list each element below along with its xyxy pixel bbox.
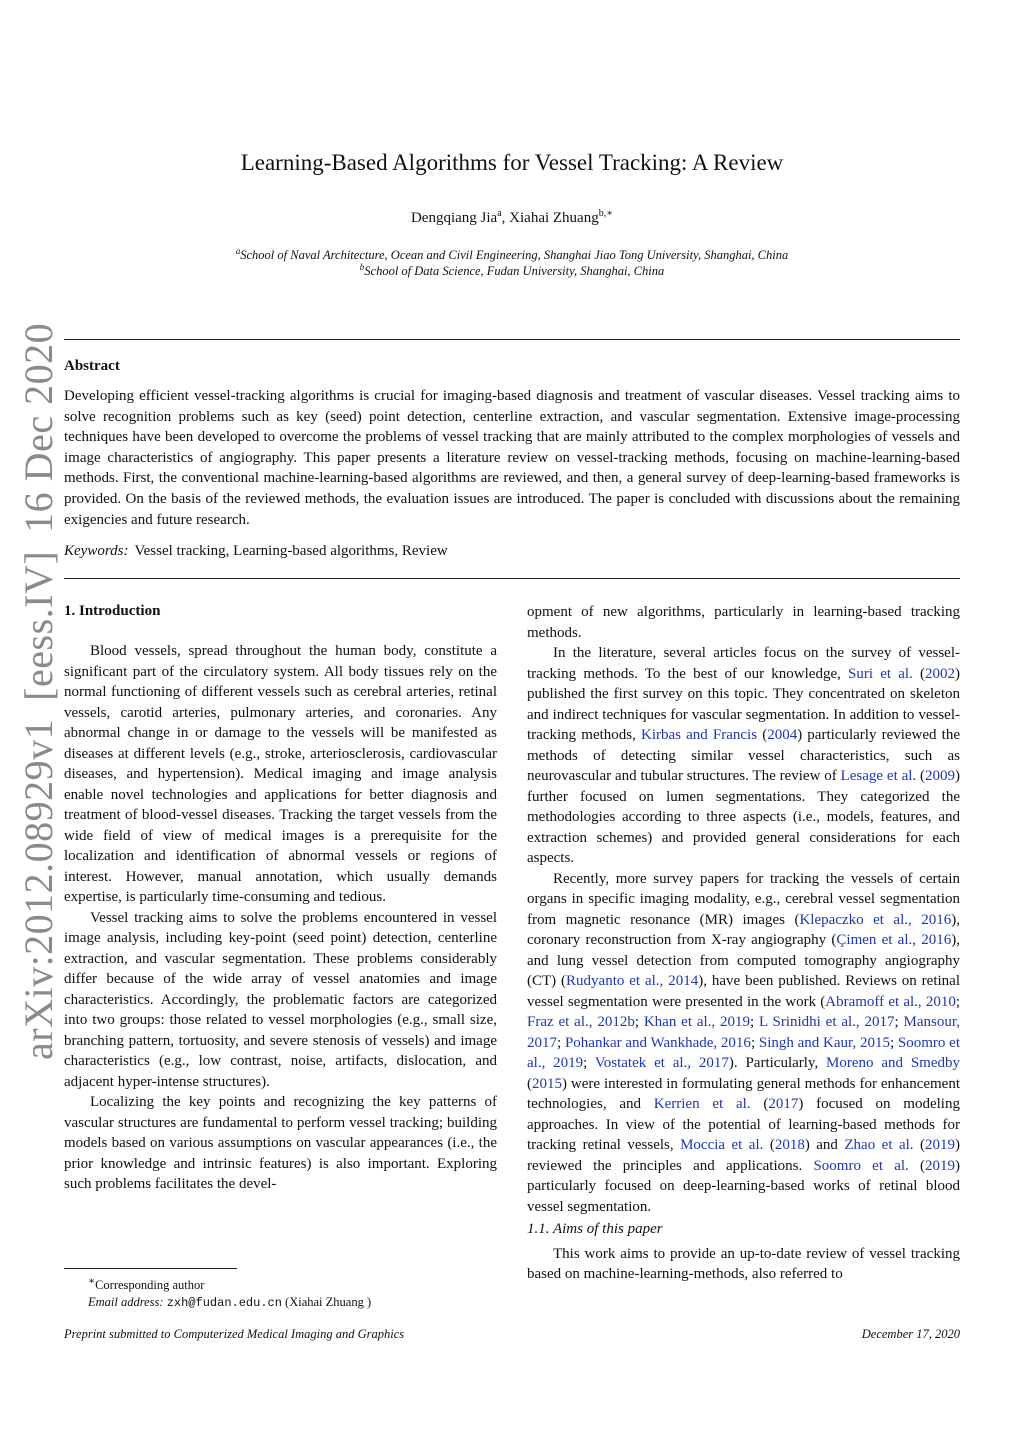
intro-paragraph-6: This work aims to provide an up-to-date review of vessel tracking based on machine-learning-methods, also referred to [527, 1245, 960, 1282]
text-span: ) focused on modeling approaches. In view of the potential of learning-based methods for tracking retinal vessels, [527, 1096, 960, 1153]
text-span: ) further focused on lumen segmentations. They categorized the methodologies according to three aspects (i.e., models, features, and extraction schemes) and provided general considerations for each aspects. [527, 768, 960, 866]
abstract-text: Developing efficient vessel-tracking algorithms is crucial for imaging-based diagnosis and treatment of vascular diseases. Vessel tracking aims to solve recognition problems such as key (seed) point detection, centerline extraction, and vascular segmentation. Extensive image-processing techniques have been developed to overcome the problems of vessel tracking that are mainly attributed to the complex morphologies of vessels and image characteristics of angiography. This paper presents a literature review on vessel-tracking methods, focusing on machine-learning-based methods. First, the conventional machine-learning-based algorithms are reviewed, and then, a general survey of deep-learning-based frameworks is provided. On the basis of the reviewed methods, the evaluation issues are introduced. The paper is concluded with discussions about the remaining exigencies and future research. [64, 388, 960, 528]
citation-link[interactable]: 2002 [925, 665, 955, 682]
text-span: ) were interested in formulating general methods for enhancement technologies, and [527, 1075, 960, 1112]
text-span: ) reviewed the principles and applications. [527, 1137, 960, 1174]
text-span: ( [908, 1157, 925, 1174]
citation-link[interactable]: Zhao et al. [844, 1137, 914, 1153]
text-span: ( [913, 1137, 925, 1153]
text-span: ( [527, 1075, 532, 1092]
citation-link[interactable]: 2018 [774, 1137, 805, 1153]
affiliation-a [0, 246, 1024, 263]
email-label: Email address: [88, 1295, 164, 1310]
intro-paragraph-4 [527, 643, 960, 869]
text-span: ) published the first survey on this topic. They concentrated on skeleton and indirect techniques for vascular segmentation. In addition to vessel-tracking methods, [527, 665, 960, 743]
affiliation-b [0, 262, 1024, 279]
intro-paragraph-5 [527, 869, 960, 1218]
citation-link[interactable]: Singh and Kaur, 2015 [758, 1034, 890, 1051]
citation-link[interactable]: 2019 [925, 1157, 955, 1174]
footnote-email-line [88, 1294, 371, 1312]
citation-link[interactable]: Soomro et al., 2019 [527, 1034, 960, 1071]
author-separator: , [501, 210, 510, 226]
text-span: ( [757, 727, 768, 743]
email-owner: (Xiahai Zhuang ) [285, 1295, 372, 1310]
text-span: ) and [804, 1137, 845, 1153]
arxiv-id: arXiv:2012.08929v1 [15, 718, 61, 1060]
citation-link[interactable]: 2015 [532, 1075, 562, 1092]
text-span: ; [894, 1014, 904, 1030]
abstract-heading: Abstract [64, 358, 120, 374]
text-span: ; [955, 993, 960, 1010]
keywords-text: Vessel tracking, Learning-based algorithms, Review [134, 543, 448, 559]
citation-link[interactable]: Suri et al. [848, 665, 913, 682]
top-rule [64, 339, 960, 340]
citation-link[interactable]: Pohankar and Wankhade, 2016 [564, 1034, 751, 1051]
citation-link[interactable]: Moccia et al. [680, 1137, 764, 1153]
citation-link[interactable]: Lesage et al. [840, 768, 917, 784]
citation-link[interactable]: 2019 [924, 1137, 955, 1153]
affiliation-a-sup: a [235, 246, 241, 256]
citation-link[interactable]: Kerrien et al. [653, 1096, 751, 1112]
footnote-mark: ∗ [88, 1276, 96, 1287]
paper-title: Learning-Based Algorithms for Vessel Tracking: A Review [240, 150, 784, 175]
author-line [0, 208, 1024, 227]
footer-date: December 17, 2020 [861, 1327, 960, 1341]
citation-link[interactable]: Rudyanto et al., 2014 [566, 973, 699, 989]
footnote-rule [64, 1268, 237, 1269]
text-span: ; [634, 1014, 644, 1030]
email-address[interactable]: zxh@fudan.edu.cn [166, 1296, 282, 1311]
citation-link[interactable]: Mansour, 2017 [527, 1014, 960, 1051]
author-1: Dengqiang Jia [410, 210, 498, 226]
citation-link[interactable]: Kirbas and Francis [640, 727, 758, 743]
citation-link[interactable]: 2017 [768, 1096, 799, 1112]
text-span: ; [750, 1034, 759, 1051]
citation-link[interactable]: Fraz et al., 2012b [527, 1014, 635, 1030]
affiliation-a-text: School of Naval Architecture, Ocean and Civil Engineering, Shanghai Jiao Tong University, Shanghai, China [240, 248, 789, 263]
citation-link[interactable]: Khan et al., 2019 [643, 1014, 751, 1030]
text-span: ( [916, 768, 925, 784]
citation-link[interactable]: 2009 [925, 768, 955, 784]
arxiv-category: [eess.IV] [15, 550, 61, 701]
text-span: ) particularly reviewed the methods of detecting similar vessel characteristics, such as neurovascular and tubular structures. The review of [527, 727, 960, 784]
text-span: ; [583, 1055, 595, 1071]
intro-paragraph-1: Blood vessels, spread throughout the human body, constitute a significant part of the circulatory system. All body tissues rely on the normal functioning of different vessels such as cerebral arteries, retinal vessels, carotid arteries, pulmonary arteries, and coronaries. Any abnormal change in or damage to the vessels will be manifested as diseases at different levels (e.g., stroke, arteriosclerosis, cardiovascular diseases, and hypertension). Medical imaging and image analysis enable novel technologies and applications for better diagnosis and treatment of blood-vessel diseases. Tracking the target vessels from the wide field of view of medical images is a prerequisite for the localization and identification of abnormal vessels or regions of interest. However, manual annotation, which usually demands expertise, is particularly time-consuming and tedious. [64, 643, 497, 905]
keywords-line [64, 543, 448, 560]
arxiv-date: 16 Dec 2020 [15, 322, 61, 533]
text-span: ( [912, 665, 925, 682]
keywords-label: Keywords: [64, 543, 129, 559]
text-span: ( [750, 1096, 769, 1112]
text-span: ( [763, 1137, 775, 1153]
citation-link[interactable]: Vostatek et al., 2017 [594, 1055, 729, 1071]
right-column [527, 602, 960, 1285]
citation-link[interactable]: L Srinidhi et al., 2017 [759, 1014, 895, 1030]
citation-link[interactable]: 2004 [767, 727, 798, 743]
text-span: ; [889, 1034, 898, 1051]
citation-link[interactable]: Moreno and Smedby [826, 1055, 960, 1071]
footnote-corresponding [88, 1273, 371, 1294]
text-span: ), coronary reconstruction from X-ray angiography ( [527, 911, 961, 948]
text-span: ), and lung vessel detection from computed tomography angiography (CT) ( [527, 932, 960, 989]
intro-paragraph-continued: opment of new algorithms, particularly in learning-based tracking methods. [527, 604, 960, 641]
affiliation-b-sup: b [359, 262, 365, 272]
text-span: ). Particularly, [728, 1055, 827, 1071]
text-span: Recently, more survey papers for tracking the vessels of certain organs in specific imaging modality, e.g., cerebral vessel segmentation from magnetic resonance (MR) images ( [527, 870, 960, 928]
citation-link[interactable]: Çimen et al., 2016 [836, 932, 952, 948]
author-2-sup: b,∗ [598, 208, 614, 219]
left-column [64, 641, 497, 1195]
subsection-heading: 1.1. Aims of this paper [527, 1221, 663, 1237]
citation-link[interactable]: Klepaczko et al., 2016 [799, 911, 952, 928]
footnote [88, 1273, 371, 1312]
text-span: ; [750, 1014, 760, 1030]
bottom-rule [64, 578, 960, 579]
affiliation-b-text: School of Data Science, Fudan University, Shanghai, China [364, 264, 665, 279]
text-span: ) particularly focused on deep-learning-based works of retinal blood vessel segmentation. [527, 1157, 960, 1215]
author-1-sup: a [497, 208, 502, 219]
citation-link[interactable]: Abramoff et al., 2010 [825, 993, 956, 1010]
author-2: Xiahai Zhuang [509, 210, 599, 226]
citation-link[interactable]: Soomro et al. [813, 1157, 909, 1174]
footer-journal: Preprint submitted to Computerized Medical Imaging and Graphics [64, 1327, 405, 1341]
text-span: ; [557, 1034, 565, 1051]
text-span: ), have been published. Reviews on retinal vessel segmentation were presented in the work ( [527, 973, 960, 1010]
intro-paragraph-3: Localizing the key points and recognizing the key patterns of vascular structures are fundamental to perform vessel tracking; building models based on various assumptions on vascular appearances (i.e., the prior knowledge and intrinsic features) is also important. Exploring such problems facilitates the devel- [64, 1094, 497, 1192]
intro-heading: 1. Introduction [64, 603, 161, 619]
intro-paragraph-2: Vessel tracking aims to solve the problems encountered in vessel image analysis, including key-point (seed point) detection, centerline extraction, and vascular segmentation. These problems considerably differ because of the wide array of vessel anatomies and image characteristics. Accordingly, the problematic factors are categorized into two groups: those related to vessel morphologies (e.g., small size, branching pattern, tortuosity, and severe stenosis of vessels) and image characteristics (e.g., low contrast, noise, artifacts, dislocation, and adjacent hyper-intense structures). [64, 909, 497, 1090]
text-span: In the literature, several articles focus on the survey of vessel-tracking methods. To the best of our knowledge, [527, 645, 960, 682]
arxiv-sidebar [8, 322, 68, 1060]
footnote-label: Corresponding author [95, 1278, 205, 1293]
